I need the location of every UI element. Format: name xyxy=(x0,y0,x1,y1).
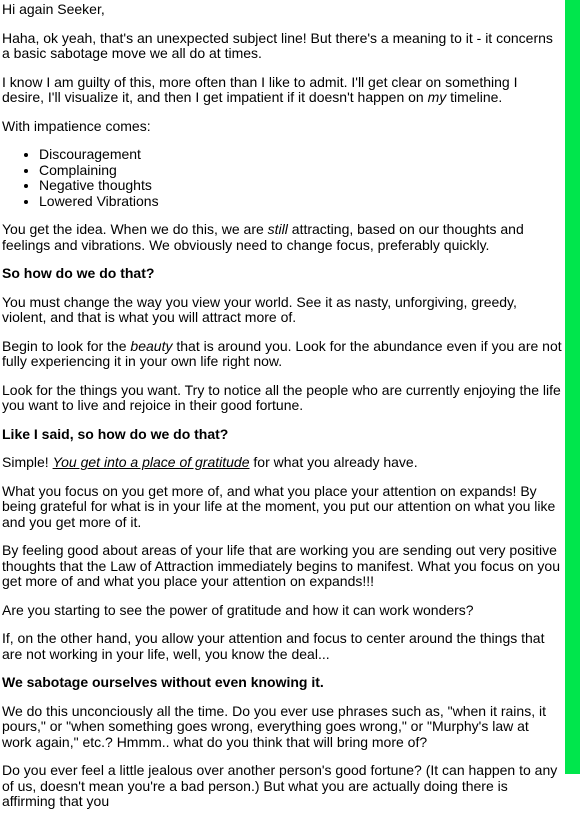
emphasis-my: my xyxy=(427,89,447,105)
paragraph-idea-end: attracting, based on our thoughts and feelings and vibrations. We obviously need to change focus, preferably quickly. xyxy=(2,221,524,253)
paragraph-power: Are you starting to see the power of gratitude and how it can work wonders? xyxy=(2,601,474,618)
emphasis-still: still xyxy=(267,221,288,237)
paragraph-focus: What you focus on you get more of, and what you place your attention on expands! By being grateful for what is in your life at the moment, you put our attention on what you like and you get more of it. xyxy=(2,482,556,530)
email-body xyxy=(2,0,562,823)
paragraph-beauty-end: that is around you. Look for the abundance even if you are not fully experiencing it in your own life right now. xyxy=(2,337,562,369)
heading-like-i-said: Like I said, so how do we do that? xyxy=(2,425,229,442)
paragraph-idea-text: You get the idea. When we do this, we are xyxy=(2,221,268,237)
list-item: • Complaining xyxy=(39,163,562,179)
paragraph-jealous: Do you ever feel a little jealous over another person's good fortune? (It can happen to any of us, doesn't mean you're a bad person.) But what you are actually doing there is affirming that you xyxy=(2,762,558,809)
paragraph-beauty xyxy=(2,339,562,370)
paragraph-guilty-end: timeline. xyxy=(446,89,503,105)
list-item: • Lowered Vibrations xyxy=(39,194,562,210)
paragraph-other-hand: If, on the other hand, you allow your attention and focus to center around the things that are not working in your life, well, you know the deal... xyxy=(2,630,545,662)
paragraph-simple-end: for what you already have. xyxy=(249,454,418,470)
paragraph-feeling-good: By feeling good about areas of your life that are working you are sending out very positive thoughts that the Law of Attraction immediately begins to manifest. What you focus on you get more of and what you place your attention on expands!!! xyxy=(2,542,560,589)
paragraph-look-for-things: Look for the things you want. Try to notice all the people who are currently enjoying the life you want to live and rejoice in their good fortune. xyxy=(2,381,561,413)
paragraph-simple xyxy=(2,455,562,471)
heading-how: So how do we do that? xyxy=(2,265,155,281)
paragraph-guilty xyxy=(2,75,562,106)
emphasis-beauty: beauty xyxy=(130,337,173,354)
list-item: • Negative thoughts xyxy=(39,178,562,194)
impatience-list xyxy=(2,147,562,209)
greeting: Hi again Seeker, xyxy=(2,1,105,17)
paragraph-guilty-text: I know I am guilty of this, more often than I like to admit. I'll get clear on something I desire, I'll visualize it, and then I get impatient if it doesn't happen on xyxy=(2,73,518,105)
paragraph-idea xyxy=(2,222,562,253)
heading-sabotage: We sabotage ourselves without even knowing it. xyxy=(2,674,324,690)
paragraph-simple-text: Simple! xyxy=(2,454,53,470)
paragraph-unconsciously: We do this unconciously all the time. Do you ever use phrases such as, "when it rains, it pours," or "when something goes wrong, everything goes wrong," or "Murphy's law at work again," etc.? Hmmm.. what do you think that will bring more of? xyxy=(2,702,546,750)
list-item: • Discouragement xyxy=(39,147,562,163)
gratitude-link[interactable]: You get into a place of gratitude xyxy=(52,454,250,470)
paragraph-impatience: With impatience comes: xyxy=(2,117,151,134)
paragraph-view-world: You must change the way you view your world. See it as nasty, unforgiving, greedy, violent, and that is what you will attract more of. xyxy=(2,293,517,325)
paragraph-beauty-text: Begin to look for the xyxy=(2,337,131,354)
accent-side-bar xyxy=(565,0,580,774)
paragraph-subject-line: Haha, ok yeah, that's an unexpected subject line! But there's a meaning to it - it concerns a basic sabotage move we all do at times. xyxy=(2,29,553,61)
